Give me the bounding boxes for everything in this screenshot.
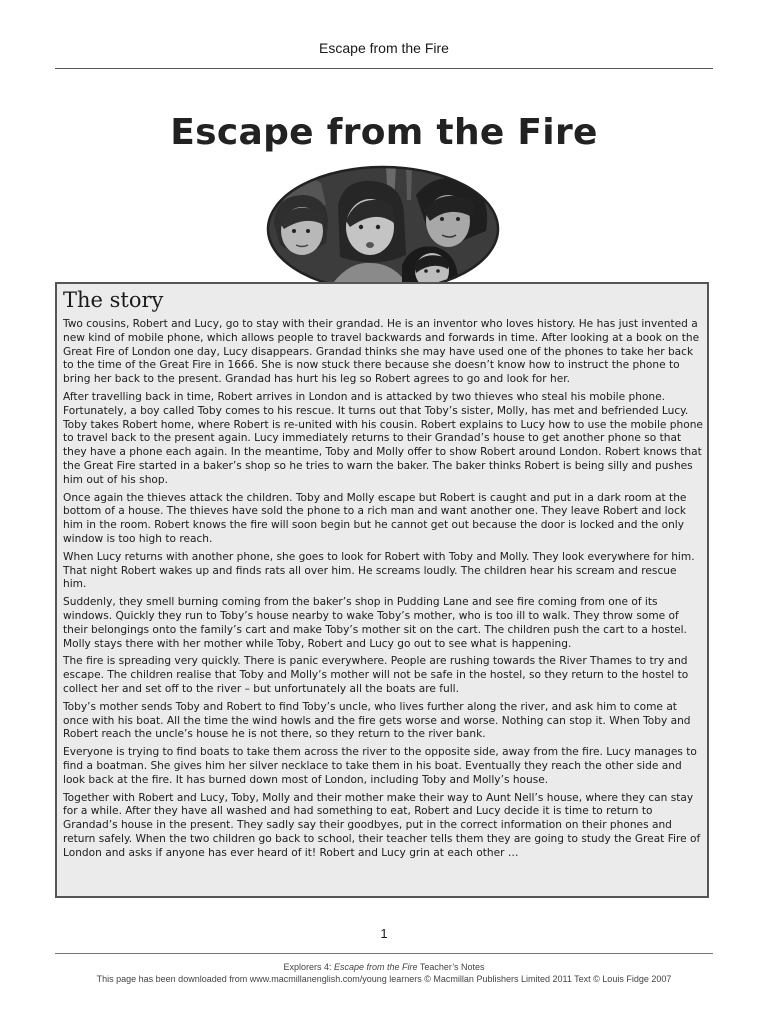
running-header: Escape from the Fire xyxy=(319,40,449,56)
footer-credit: This page has been downloaded from www.macmillanenglish.com/young learners © Macmillan Publishers Limited 2011 Text © Louis Fidge 2007 xyxy=(96,974,672,984)
footer-series-prefix: Explorers 4: xyxy=(283,962,334,972)
children-faces-illustration xyxy=(266,165,500,293)
story-box xyxy=(55,282,709,898)
story-paragraph: After travelling back in time, Robert arrives in London and is attacked by two thieves who steal his mobile phone. Fortunately, a boy called Toby comes to his rescue. It turns out that Toby’s sister, Molly, has met and befriended Lucy. Toby takes Robert home, where Robert is re-united with his cousin. Robert explains to Lucy how to use the mobile phone to travel back to the present again. Lucy immediately returns to their Grandad’s house to get another phone so that they have a phone each again. In the meantime, Toby and Molly offer to show Robert around London. Robert knows that the Great Fire started in a baker’s shop so he tries to warn the baker. The baker thinks Robert is being silly and pushes him out of his shop. xyxy=(63,390,703,486)
story-paragraph: Two cousins, Robert and Lucy, go to stay with their grandad. He is an inventor who loves history. He has just invented a new kind of mobile phone, which allows people to travel backwards and forwards in time. After looking at a book on the Great Fire of London one day, Lucy disappears. Grandad thinks she may have used one of the phones to take her back to the time of the Great Fire in 1666. She is now stuck there because she doesn’t know how to instruct the phone to bring her back to the present. Grandad has hurt his leg so Robert agrees to go and look for her. xyxy=(63,318,700,386)
story-paragraph: Once again the thieves attack the children. Toby and Molly escape but Robert is caught and put in a dark room at the bottom of a house. The thieves have sold the phone to a rich man and want another one. They leave Robert and lock him in the room. Robert knows the fire will soon begin but he cannot get out because the door is locked and the only window is too high to reach. xyxy=(63,491,687,545)
story-paragraph: Together with Robert and Lucy, Toby, Molly and their mother make their way to Aunt Nell’s house, where they can stay for a while. After they have all washed and had something to eat, Robert and Lucy decide it is time to return to Grandad’s house in the present. They sadly say their goodbyes, put in the correct information on their phones and return safely. When the two children go back to school, their teacher tells them they are going to study the Great Fire of London and asks if anyone has ever heard of it! Robert and Lucy grin at each other … xyxy=(63,791,701,859)
page-title: Escape from the Fire xyxy=(170,112,598,153)
footer-divider xyxy=(55,953,713,954)
illustration-svg xyxy=(266,165,500,293)
header-divider xyxy=(55,68,713,69)
page-number: 1 xyxy=(380,926,388,941)
footer-series-line xyxy=(0,962,768,972)
story-paragraph: When Lucy returns with another phone, she goes to look for Robert with Toby and Molly. They look everywhere for him. That night Robert wakes up and finds rats all over him. He screams loudly. The children hear his scream and rescue him. xyxy=(63,550,695,591)
story-paragraph: The fire is spreading very quickly. There is panic everywhere. People are rushing towards the River Thames to try and escape. The children realise that Toby and Molly’s mother will not be safe in the hostel, so they return to the hostel to collect her and set off to the river – but unfortunately all the boats are full. xyxy=(63,655,689,695)
footer-series-suffix: Teacher’s Notes xyxy=(417,962,485,972)
story-paragraph: Everyone is trying to find boats to take them across the river to the opposite side, away from the fire. Lucy manages to find a boatman. She gives him her silver necklace to take them in his boat. Eventually they reach the other side and look back at the fire. It has burned down most of London, including Toby and Molly’s house. xyxy=(63,746,697,786)
story-paragraph: Suddenly, they smell burning coming from the baker’s shop in Pudding Lane and see fire coming from one of its windows. Quickly they run to Toby’s house nearby to wake Toby’s mother, who is too ill to walk. They throw some of their belongings onto the family’s cart and make Toby’s mother sit on the cart. The children push the cart to a hostel. Molly stays there with her mother while Toby, Robert and Lucy go out to see what is happening. xyxy=(63,596,687,650)
footer-book-title: Escape from the Fire xyxy=(333,962,418,972)
story-paragraph: Toby’s mother sends Toby and Robert to find Toby’s uncle, who lives further along the river, and ask him to come at once with his boat. All the time the wind howls and the fire gets worse and worse. Nothing can stop it. When Toby and Robert reach the uncle’s house he is not there, so they return to the river bank. xyxy=(63,700,691,741)
story-heading: The story xyxy=(63,288,164,312)
story-body xyxy=(63,318,703,864)
